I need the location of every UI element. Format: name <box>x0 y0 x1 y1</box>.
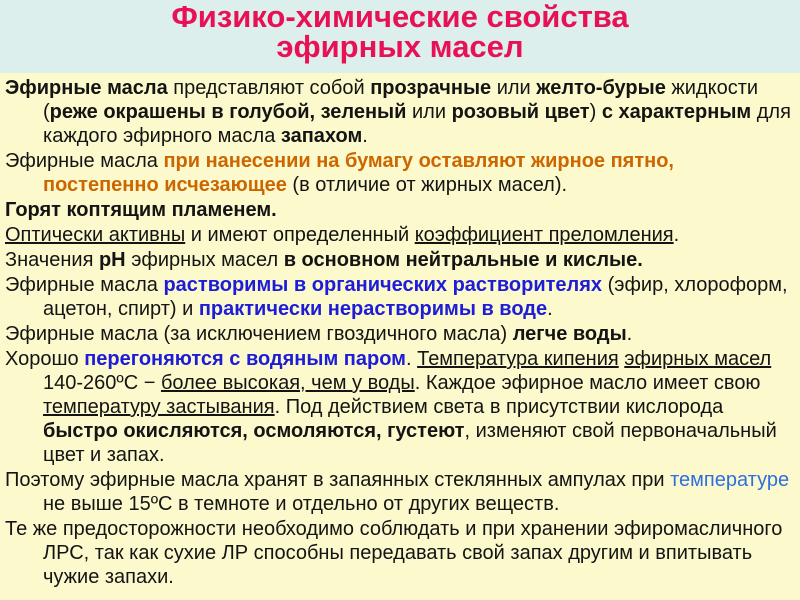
text-segment: реже окрашены в голубой, зеленый <box>49 101 407 123</box>
slide-title-bar <box>0 0 800 73</box>
paragraph <box>5 322 792 346</box>
text-segment: . <box>362 125 368 147</box>
text-segment: Эфирные масла <box>5 150 164 172</box>
text-segment: или <box>406 101 452 123</box>
text-segment: представляют собой <box>167 77 371 99</box>
text-segment: ) <box>589 101 602 123</box>
text-segment: с характерным <box>601 101 752 123</box>
text-segment: не выше 15ºС в темноте и отдельно от других веществ. <box>43 493 560 515</box>
text-segment: рН <box>98 249 126 271</box>
text-segment: Горят коптящим пламенем. <box>5 199 277 221</box>
paragraph <box>5 149 792 197</box>
text-segment: более высокая, чем у воды <box>160 372 415 394</box>
text-segment: легче воды <box>512 323 627 345</box>
paragraph <box>5 347 792 467</box>
text-segment: температуру застывания <box>43 396 275 418</box>
text-segment: перегоняются с водяным паром <box>84 348 406 370</box>
text-segment: . Каждое эфирное масло имеет свою <box>414 372 761 394</box>
text-segment: Оптически активны <box>5 224 186 246</box>
text-segment: эфирных масел <box>125 249 284 271</box>
text-segment: Эфирные масла <box>5 77 168 99</box>
text-segment: температуре <box>670 469 790 491</box>
text-segment: . <box>547 298 553 320</box>
text-segment: Температура кипения <box>417 348 619 370</box>
text-segment: Эфирные масла (за исключением гвоздичного масла) <box>5 323 513 345</box>
text-segment: Те же предосторожности необходимо соблюдать и при хранении эфиромасличного ЛРС, так как сухие ЛР способны передавать свой запах другим и впитывать чужие запахи. <box>5 518 783 588</box>
paragraph <box>5 517 792 589</box>
slide-title <box>171 2 628 62</box>
text-segment: (эфир, хлороформ, ацетон, спирт) и <box>43 274 788 320</box>
text-segment: Хорошо <box>5 348 85 370</box>
text-segment: розовый цвет <box>451 101 590 123</box>
text-segment: Значения <box>5 249 99 271</box>
text-segment: , изменяют свой первоначальный цвет и запах. <box>43 420 777 466</box>
slide-body <box>0 73 800 589</box>
text-segment: эфирных масел <box>624 348 772 370</box>
text-segment: жидкости ( <box>43 77 759 123</box>
text-segment: запахом <box>280 125 363 147</box>
text-segment: в основном нейтральные и кислые. <box>283 249 643 271</box>
text-segment: прозрачные <box>370 77 492 99</box>
paragraph <box>5 248 792 272</box>
text-segment: желто-бурые <box>536 77 666 99</box>
text-segment: при нанесении на бумагу оставляют жирное пятно, постепенно исчезающее <box>43 150 674 196</box>
paragraph <box>5 76 792 148</box>
text-segment: и имеют определенный <box>185 224 415 246</box>
slide-title-line-2: эфирных масел <box>276 29 524 64</box>
paragraph <box>5 273 792 321</box>
text-segment: Поэтому эфирные масла хранят в запаянных стеклянных ампулах при <box>5 469 671 491</box>
text-segment: 140-260ºС − <box>43 372 161 394</box>
text-segment: . <box>673 224 680 246</box>
text-segment: коэффициент преломления <box>414 224 674 246</box>
text-segment: быстро окисляются, осмоляются, густеют <box>43 420 465 442</box>
text-segment: для каждого эфирного масла <box>43 101 791 147</box>
paragraph <box>5 468 792 516</box>
text-segment: практически нерастворимы в воде <box>198 298 548 320</box>
text-segment: . Под действием света в присутствии кислорода <box>274 396 724 418</box>
text-segment: или <box>491 77 537 99</box>
text-segment: . <box>626 323 633 345</box>
paragraph <box>5 198 792 222</box>
text-segment: (в отличие от жирных масел). <box>286 174 568 196</box>
text-segment: растворимы в органических растворителях <box>163 274 603 296</box>
text-segment: . <box>405 348 418 370</box>
text-segment: Эфирные масла <box>5 274 164 296</box>
paragraph <box>5 223 792 247</box>
slide-title-line-1: Физико-химические свойства <box>171 0 629 34</box>
